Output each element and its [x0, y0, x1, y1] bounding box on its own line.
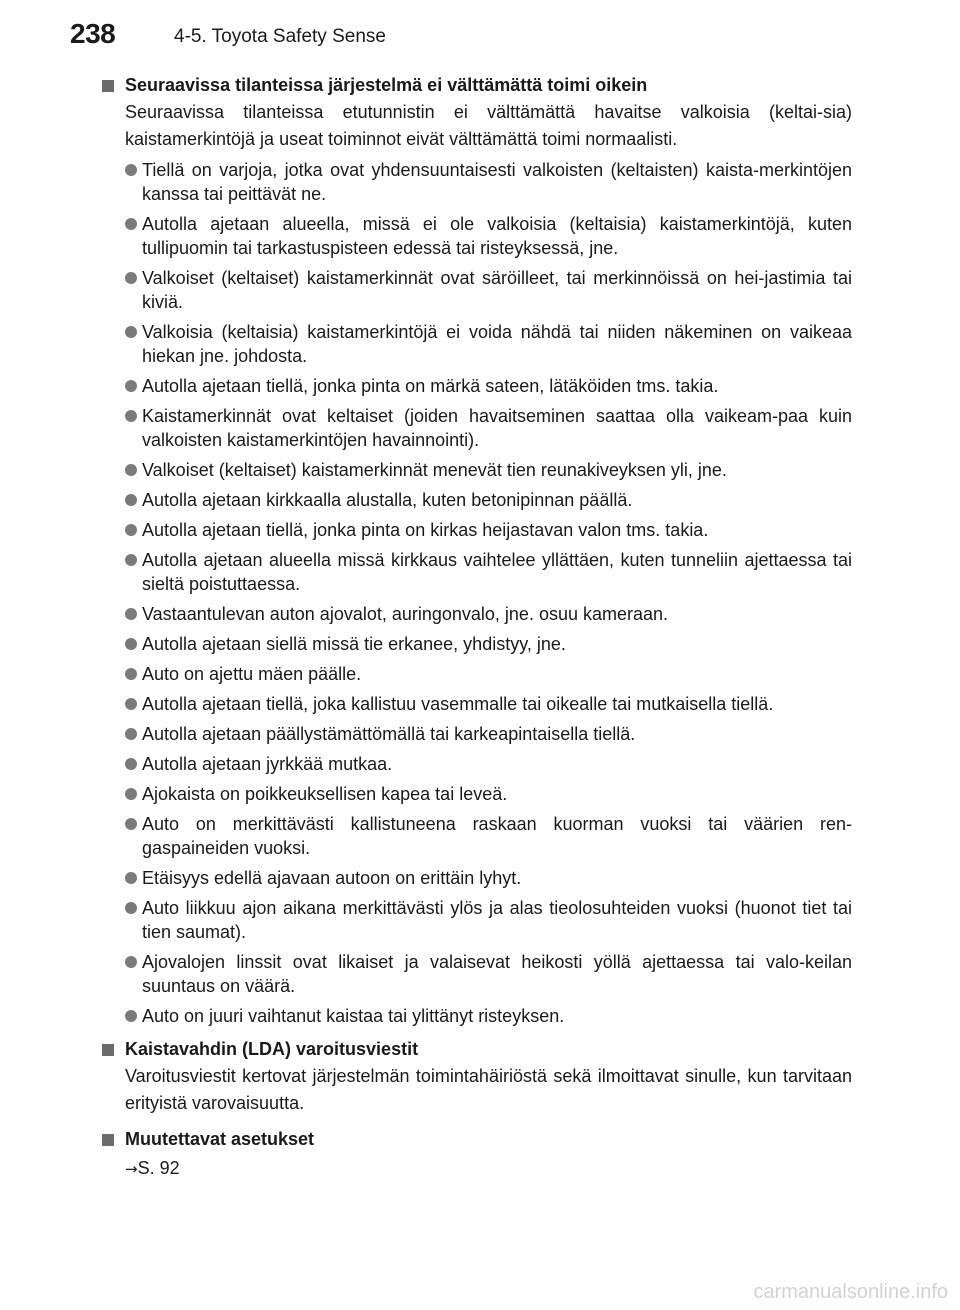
page-number: 238 — [70, 18, 116, 49]
round-bullet-icon — [125, 902, 137, 914]
round-bullet-icon — [125, 728, 137, 740]
square-bullet-icon — [102, 1044, 114, 1056]
list-item — [102, 866, 852, 890]
list-item — [102, 458, 852, 482]
list-item-text: Tiellä on varjoja, jotka ovat yhdensuuntaisesti valkoisten (keltaisten) kaista-merkintöjen kanssa tai peittävät ne. — [142, 160, 852, 204]
list-item-text: Valkoisia (keltaisia) kaistamerkintöjä ei voida nähdä tai niiden näkeminen on vaikeaa hiekan jne. johdosta. — [142, 322, 852, 366]
list-item-text: Autolla ajetaan siellä missä tie erkanee, yhdistyy, jne. — [142, 634, 566, 654]
list-item-text: Autolla ajetaan tiellä, joka kallistuu vasemmalle tai oikealle tai mutkaisella tiellä. — [142, 694, 774, 714]
round-bullet-icon — [125, 956, 137, 968]
list-item-text: Auto on ajettu mäen päälle. — [142, 664, 362, 684]
round-bullet-icon — [125, 494, 137, 506]
list-item-text: Auto on juuri vaihtanut kaistaa tai ylittänyt risteyksen. — [142, 1006, 565, 1026]
list-item-text: Autolla ajetaan jyrkkää mutkaa. — [142, 754, 393, 774]
list-item — [102, 632, 852, 656]
list-item — [102, 374, 852, 398]
round-bullet-icon — [125, 164, 137, 176]
right-arrow-icon: → — [125, 1160, 138, 1178]
list-item-text: Autolla ajetaan alueella, missä ei ole valkoisia (keltaisia) kaistamerkintöjä, kuten tullipuomin tai tarkastuspisteen edessä tai risteyksessä, jne. — [142, 214, 852, 258]
list-item — [102, 812, 852, 860]
round-bullet-icon — [125, 326, 137, 338]
list-item-text: Autolla ajetaan päällystämättömällä tai karkeapintaisella tiellä. — [142, 724, 636, 744]
list-item — [102, 602, 852, 626]
round-bullet-icon — [125, 524, 137, 536]
list-item-text: Ajokaista on poikkeuksellisen kapea tai leveä. — [142, 784, 508, 804]
round-bullet-icon — [125, 608, 137, 620]
list-item — [102, 662, 852, 686]
list-item — [102, 320, 852, 368]
round-bullet-icon — [125, 872, 137, 884]
list-item — [102, 950, 852, 998]
heading-malfunction-situations — [102, 72, 852, 99]
list-item-text: Auto on merkittävästi kallistuneena raskaan kuorman vuoksi tai väärien ren-gaspaineiden vuoksi. — [142, 814, 852, 858]
list-item-text: Valkoiset (keltaiset) kaistamerkinnät ovat säröilleet, tai merkinnöissä on hei-jastimia tai kiviä. — [142, 268, 852, 312]
list-item — [102, 266, 852, 314]
list-item — [102, 488, 852, 512]
intro-paragraph: Seuraavissa tilanteissa etutunnistin ei välttämättä havaitse valkoisia (keltai-sia) kaistamerkintöjä ja useat toiminnot eivät välttämättä toimi normaalisti. — [125, 102, 852, 149]
list-item — [102, 896, 852, 944]
round-bullet-icon — [125, 410, 137, 422]
heading-text: Muutettavat asetukset — [125, 1129, 315, 1149]
list-item-text: Vastaantulevan auton ajovalot, auringonvalo, jne. osuu kameraan. — [142, 604, 669, 624]
page-content — [102, 72, 852, 1183]
list-item-text: Autolla ajetaan tiellä, jonka pinta on märkä sateen, lätäköiden tms. takia. — [142, 376, 719, 396]
round-bullet-icon — [125, 698, 137, 710]
list-item — [102, 752, 852, 776]
round-bullet-icon — [125, 554, 137, 566]
round-bullet-icon — [125, 668, 137, 680]
round-bullet-icon — [125, 218, 137, 230]
round-bullet-icon — [125, 818, 137, 830]
round-bullet-icon — [125, 272, 137, 284]
round-bullet-icon — [125, 380, 137, 392]
list-item-text: Kaistamerkinnät ovat keltaiset (joiden havaitseminen saattaa olla vaikeam-paa kuin valkoisten kaistamerkintöjen havainnointi). — [142, 406, 852, 450]
list-item-text: Autolla ajetaan kirkkaalla alustalla, kuten betonipinnan päällä. — [142, 490, 633, 510]
heading-text: Kaistavahdin (LDA) varoitusviestit — [125, 1039, 419, 1059]
heading-lda-warning-messages — [102, 1036, 852, 1063]
list-item — [102, 212, 852, 260]
list-item — [102, 722, 852, 746]
list-item — [102, 1004, 852, 1028]
list-item-text: Auto liikkuu ajon aikana merkittävästi ylös ja alas tieolosuhteiden vuoksi (huonot tiet tai tien saumat). — [142, 898, 852, 942]
list-item — [102, 692, 852, 716]
lda-paragraph: Varoitusviestit kertovat järjestelmän toimintahäiriöstä sekä ilmoittavat sinulle, kun tarvitaan erityistä varovaisuutta. — [125, 1066, 852, 1113]
list-item-text: Autolla ajetaan alueella missä kirkkaus vaihtelee yllättäen, kuten tunneliin ajettaessa tai sieltä poistuttaessa. — [142, 550, 852, 594]
list-item-text: Autolla ajetaan tiellä, jonka pinta on kirkas heijastavan valon tms. takia. — [142, 520, 709, 540]
list-item-text: Ajovalojen linssit ovat likaiset ja valaisevat heikosti yöllä ajettaessa tai valo-keilan suuntaus on väärä. — [142, 952, 852, 996]
round-bullet-icon — [125, 638, 137, 650]
list-item — [102, 158, 852, 206]
heading-customizable-settings — [102, 1126, 852, 1153]
watermark: carmanualsonline.info — [753, 1281, 948, 1303]
square-bullet-icon — [102, 1134, 114, 1146]
list-item-text: Etäisyys edellä ajavaan autoon on erittäin lyhyt. — [142, 868, 522, 888]
list-item — [102, 548, 852, 596]
round-bullet-icon — [125, 464, 137, 476]
list-item — [102, 518, 852, 542]
list-item — [102, 404, 852, 452]
round-bullet-icon — [125, 788, 137, 800]
round-bullet-icon — [125, 1010, 137, 1022]
heading-text: Seuraavissa tilanteissa järjestelmä ei välttämättä toimi oikein — [125, 75, 648, 95]
section-title: 4-5. Toyota Safety Sense — [174, 26, 386, 47]
list-item-text: Valkoiset (keltaiset) kaistamerkinnät menevät tien reunakiveyksen yli, jne. — [142, 460, 727, 480]
page-reference[interactable] — [102, 1155, 852, 1183]
situation-list — [102, 158, 852, 1028]
list-item — [102, 782, 852, 806]
square-bullet-icon — [102, 80, 114, 92]
page-reference-text[interactable]: S. 92 — [137, 1158, 180, 1178]
round-bullet-icon — [125, 758, 137, 770]
